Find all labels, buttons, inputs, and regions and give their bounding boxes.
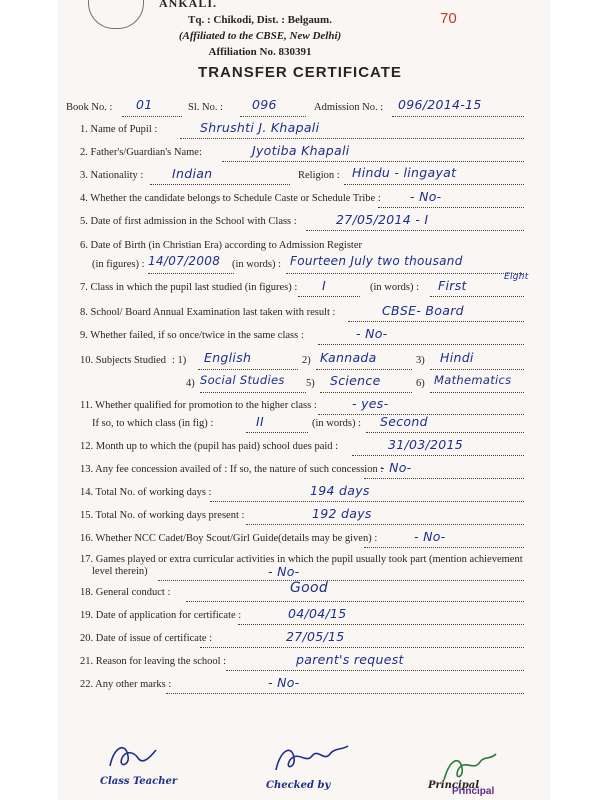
- field-7-words-label: (in words) :: [370, 282, 419, 293]
- religion-line: [344, 184, 524, 185]
- subject-2-value: Kannada: [320, 350, 377, 365]
- dob-figures-value: 14/07/2008: [148, 254, 221, 268]
- affiliation-number: Affiliation No. 830391: [208, 46, 312, 58]
- field-19-line: [238, 624, 524, 625]
- checked-by-signature-icon: [272, 740, 352, 776]
- field-12-line: [352, 455, 524, 456]
- field-11-value: - yes-: [352, 396, 389, 411]
- subject-4-value: Social Studies: [200, 373, 285, 387]
- admission-no-value: 096/2014-15: [398, 97, 482, 112]
- field-5-line: [306, 230, 524, 231]
- field-5-value: 27/05/2014 - I: [336, 212, 429, 227]
- field-22-label: 22. Any other marks :: [80, 679, 172, 690]
- field-2-line: [222, 161, 524, 162]
- subject-3-line: [430, 369, 524, 370]
- sl-no-value: 096: [252, 97, 277, 112]
- field-7-words-line: [430, 296, 524, 297]
- religion-label: Religion :: [298, 170, 340, 181]
- field-9-value: - No-: [356, 326, 388, 341]
- field-22-line: [166, 693, 524, 694]
- field-3-value: Indian: [172, 166, 213, 181]
- field-14-value: 194 days: [310, 483, 370, 498]
- sl-no-label: Sl. No. :: [188, 102, 224, 113]
- field-8-line: [348, 321, 524, 322]
- field-16-line: [364, 547, 524, 548]
- field-7-value: I: [322, 278, 326, 293]
- subject-1-value: English: [204, 350, 252, 365]
- field-15-line: [246, 524, 524, 525]
- subject-2-label: 2): [302, 355, 311, 366]
- field-13-value: - No-: [380, 460, 412, 475]
- field-11b-words-line: [366, 432, 524, 433]
- field-4-line: [378, 207, 524, 208]
- field-7-line: [298, 296, 360, 297]
- subject-1-line: [198, 369, 298, 370]
- certificate-title: TRANSFER CERTIFICATE: [198, 64, 402, 81]
- field-16-label: 16. Whether NCC Cadet/Boy Scout/Girl Guide(details may be given) :: [80, 533, 378, 544]
- field-18-value: Good: [290, 580, 329, 596]
- field-17-label: 17. Games played or extra curricular activities in which the pupil usually took part (mention achievement: [80, 554, 523, 565]
- field-20-label: 20. Date of issue of certificate :: [80, 633, 213, 644]
- field-11b-words-value: Second: [380, 414, 428, 429]
- subject-5-value: Science: [330, 373, 381, 388]
- subject-5-line: [320, 392, 412, 393]
- subject-1-label: : 1): [172, 355, 187, 366]
- dob-figures-label: (in figures) :: [92, 259, 145, 270]
- field-18-label: 18. General conduct :: [80, 587, 171, 598]
- field-2-value: Jyotiba Khapali: [252, 143, 350, 158]
- field-11b-words-label: (in words) :: [312, 418, 361, 429]
- field-7-words-value: First: [438, 278, 467, 293]
- field-15-label: 15. Total No. of working days present :: [80, 510, 245, 521]
- field-12-label: 12. Month up to which the (pupil has paid) school dues paid :: [80, 441, 339, 452]
- field-14-line: [210, 501, 524, 502]
- field-1-label: 1. Name of Pupil :: [80, 124, 158, 135]
- subject-3-value: Hindi: [440, 350, 474, 365]
- religion-value: Hindu - lingayat: [352, 165, 457, 180]
- dob-words-extra: Eight: [504, 272, 529, 282]
- field-1-value: Shrushti J. Khapali: [200, 120, 320, 135]
- serial-number: 70: [440, 10, 457, 27]
- field-9-line: [318, 344, 524, 345]
- field-8-label: 8. School/ Board Annual Examination last taken with result :: [80, 307, 336, 318]
- sl-no-line: [240, 116, 306, 117]
- field-8-value: CBSE- Board: [382, 303, 464, 318]
- field-16-value: - No-: [414, 529, 446, 544]
- field-17-line: [158, 580, 524, 581]
- subject-6-line: [430, 392, 524, 393]
- field-10-label: 10. Subjects Studied: [80, 355, 167, 366]
- field-15-value: 192 days: [312, 506, 372, 521]
- field-11-label: 11. Whether qualified for promotion to the higher class :: [80, 400, 317, 411]
- field-4-label: 4. Whether the candidate belongs to Schedule Caste or Schedule Tribe :: [80, 193, 381, 204]
- field-13-label: 13. Any fee concession availed of : If so, the nature of such concession :: [80, 464, 384, 475]
- subject-2-line: [316, 369, 412, 370]
- book-no-line: [122, 116, 182, 117]
- subject-4-line: [200, 392, 306, 393]
- book-no-value: 01: [136, 97, 153, 112]
- field-11b-line: [246, 432, 308, 433]
- school-name: ANKALI.: [158, 0, 217, 10]
- field-5-label: 5. Date of first admission in the School with Class :: [80, 216, 297, 227]
- field-21-label: 21. Reason for leaving the school :: [80, 656, 227, 667]
- subject-3-label: 3): [416, 355, 425, 366]
- field-18-line: [186, 601, 524, 602]
- class-teacher-label: Class Teacher: [100, 776, 178, 787]
- field-17-value: - No-: [268, 564, 300, 579]
- field-9-label: 9. Whether failed, if so once/twice in the same class :: [80, 330, 304, 341]
- field-17-label-2: level therein): [92, 566, 148, 577]
- field-12-value: 31/03/2015: [388, 437, 464, 452]
- field-3-label: 3. Nationality :: [80, 170, 144, 181]
- field-13-line: [364, 478, 524, 479]
- field-22-value: - No-: [268, 675, 300, 690]
- book-no-label: Book No. :: [66, 102, 113, 113]
- dob-words-line: [286, 273, 524, 274]
- field-21-value: parent's request: [296, 652, 404, 667]
- field-1-line: [180, 138, 524, 139]
- dob-words-label: (in words) :: [232, 259, 281, 270]
- field-19-value: 04/04/15: [288, 606, 347, 621]
- page-edge: [550, 0, 600, 800]
- school-location: Tq. : Chikodi, Dist. : Belgaum.: [188, 14, 332, 26]
- field-2-label: 2. Father's/Guardian's Name:: [80, 147, 202, 158]
- field-7-label: 7. Class in which the pupil last studied (in figures) :: [80, 282, 298, 293]
- field-3-line: [150, 184, 290, 185]
- subject-6-label: 6): [416, 378, 425, 389]
- subject-5-label: 5): [306, 378, 315, 389]
- checked-by-label: Checked by: [266, 780, 331, 791]
- field-14-label: 14. Total No. of working days :: [80, 487, 212, 498]
- principal-stamp: Principal: [452, 786, 495, 797]
- dob-figures-line: [148, 273, 234, 274]
- field-20-value: 27/05/15: [286, 629, 345, 644]
- field-4-value: - No-: [410, 189, 442, 204]
- dob-words-value: Fourteen July two thousand: [290, 254, 463, 268]
- field-6-label: 6. Date of Birth (in Christian Era) according to Admission Register: [80, 240, 362, 251]
- admission-no-line: [392, 116, 524, 117]
- subject-4-label: 4): [186, 378, 195, 389]
- field-21-line: [226, 670, 524, 671]
- field-20-line: [200, 647, 524, 648]
- subject-6-value: Mathematics: [434, 373, 512, 387]
- affiliation-text: (Affiliated to the CBSE, New Delhi): [178, 30, 342, 42]
- field-19-label: 19. Date of application for certificate :: [80, 610, 242, 621]
- field-11b-label: If so, to which class (in fig) :: [92, 418, 214, 429]
- principal-label: Principal: [428, 780, 480, 791]
- field-11b-value: II: [256, 414, 264, 429]
- class-teacher-signature-icon: [104, 740, 164, 774]
- admission-no-label: Admission No. :: [314, 102, 384, 113]
